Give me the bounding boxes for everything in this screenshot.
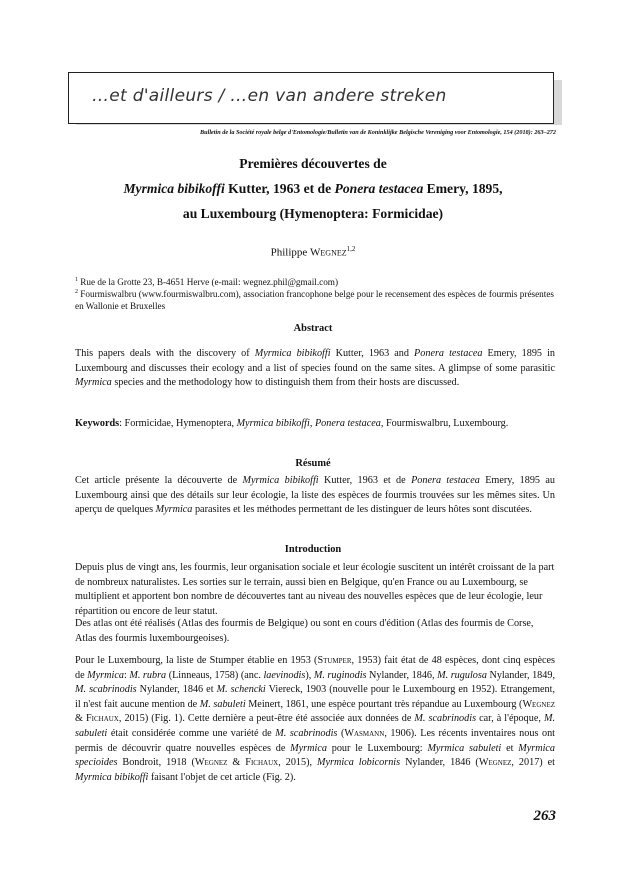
affiliation-1: $^1$ Rue de la Grotte 23, B-4651 Herve (e-mail: wegnez.phil@gmail.com) xyxy=(75,277,339,288)
introduction-paragraph-2: Des atlas ont été réalisés (Atlas des fourmis de Belgique) ou sont en cours d'édition (Atlas des fourmis de Corse, Atlas des fourmis luxembourgeoises). xyxy=(75,618,534,644)
section-banner-title: …et d'ailleurs / …en van andere streken xyxy=(92,86,447,106)
abstract-heading: Abstract xyxy=(293,323,333,334)
resume-text: Cet article présente la découverte de Myrmica bibikoffi Kutter, 1963 et de Ponera testacea Emery, 1895 au Luxembourg ainsi que des détails sur leur écologie, la liste des espèces de fourmis trouvées sur les mêmes sites. Un aperçu de quelques Myrmica parasites et les méthodes permettant de les distinguer de leurs hôtes sont discutées. xyxy=(75,475,556,516)
article-title-line-2: Myrmica bibikoffi Kutter, 1963 et de Ponera testacea Emery, 1895, xyxy=(123,181,503,196)
introduction-paragraph-3: Pour le Luxembourg, la liste de Stumper établie en 1953 (Stumper, 1953) fait état de 48 espèces, dont cinq espèces de Myrmica: M. rubra (Linneaus, 1758) (anc. laevinodis), M. ruginodis Nylander, 1846, M. rugulosa Nylander, 1849, M. scabrinodis Nylander, 1846 et M. schencki Viereck, 1903 (nouvelle pour le Luxembourg en 1952). Etrangement, il n'est fait aucune mention de M. sabuleti Meinert, 1861, une espèce pourtant très répandue au Luxembourg (Wegnez & Fichaux, 2015) (Fig. 1). Cette dernière a peut-être été associée aux données de M. scabrinodis car, à l'époque, M. sabuleti était considérée comme une variété de M. scabrinodis (Wasmann, 1906). Les récents inventaires nous ont permis de découvrir quatre nouvelles espèces de Myrmica pour le Luxembourg: Myrmica sabuleti et Myrmica specioides Bondroit, 1918 (Wegnez & Fichaux, 2015), Myrmica lobicornis Nylander, 1846 (Wegnez, 2017) et Myrmica bibikoffi faisant l'objet de cet article (Fig. 2). xyxy=(75,655,556,783)
journal-citation: Bulletin de la Société royale belge d'Entomologie/Bulletin van de Koninklijke Belgische Vereniging voor Entomologie, 154 (2018): 263–272 xyxy=(200,129,556,136)
affiliation-2: $^2$ Fourmiswalbru (www.fourmiswalbru.com), association francophone belge pour le recensement des espèces de fourmis présentes en Wallonie et Bruxelles xyxy=(75,289,554,311)
introduction-heading: Introduction xyxy=(284,544,342,555)
article-title-line-1: Premières découvertes de xyxy=(239,156,387,171)
page-number: 263 xyxy=(533,808,556,824)
resume-heading: Résumé xyxy=(295,458,331,469)
title-species-2: Ponera testacea xyxy=(334,181,424,196)
title-species-1: Myrmica bibikoffi xyxy=(123,181,225,196)
article-title-line-3: au Luxembourg (Hymenoptera: Formicidae) xyxy=(182,206,444,221)
keywords: Keywords: Formicidae, Hymenoptera, Myrmica bibikoffi, Ponera testacea, Fourmiswalbru, Luxembourg. xyxy=(75,418,509,429)
keywords-label: Keywords xyxy=(75,418,120,429)
abstract-text: This papers deals with the discovery of Myrmica bibikoffi Kutter, 1963 and Ponera testacea Emery, 1895 in Luxembourg and discusses their ecology and a list of species found on the same sites. A glimpse of some parasitic Myrmica species and the methodology how to distinguish them from their hosts are discussed. xyxy=(75,348,555,389)
author: Philippe Wegnez$^{1,2}$ xyxy=(270,245,356,259)
introduction-paragraph-1: Depuis plus de vingt ans, les fourmis, leur organisation sociale et leur écologie suscitent un intérêt croissant de la part de nombreux naturalistes. Les sorties sur le terrain, aussi bien en Belgique, qu'en France ou au Luxembourg, se multiplient et apportent bon nombre de découvertes tant au niveau des nouvelles espèces que de leur écologie, leur répartition ou encore de leur statut. xyxy=(75,562,555,617)
